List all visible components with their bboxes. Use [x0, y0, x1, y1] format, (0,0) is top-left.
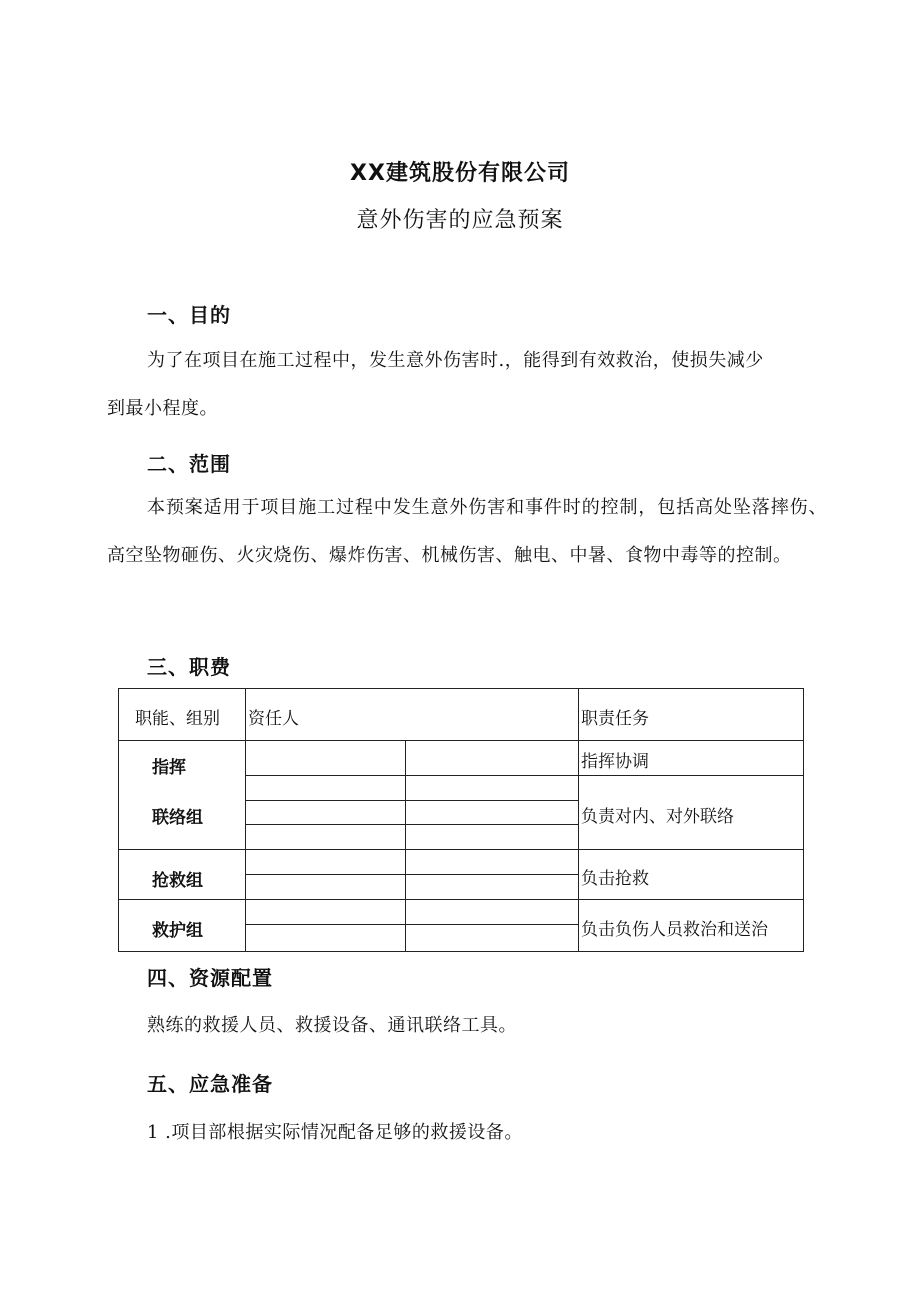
row-group-liaison: 联络组 — [152, 808, 203, 828]
header-task: 职责任务 — [581, 709, 649, 729]
section-preparation-item1: 1 .项目部根据实际情况配备足够的救援设备。 — [147, 1122, 523, 1143]
header-function: 职能、组别 — [135, 709, 220, 729]
section-purpose-line2: 到最小程度。 — [107, 398, 218, 419]
table-border-top — [118, 688, 804, 689]
table-border-bottom — [118, 951, 804, 952]
table-subrow-line — [245, 874, 579, 875]
table-subrow-line — [245, 924, 579, 925]
table-row-line — [118, 740, 804, 741]
table-row-line — [245, 775, 804, 776]
section-purpose-heading: 一、目的 — [147, 303, 231, 327]
section-preparation-heading: 五、应急准备 — [147, 1072, 273, 1096]
section-scope-text: 本预案适用于项目施工过程中发生意外伤害和事件时的控制，包括高处坠落摔伤、高空坠物砸伤、火灾烧伤、爆炸伤害、机械伤害、触电、中暑、食物中毒等的控制。 — [107, 497, 827, 566]
row-task-liaison: 负责对内、对外联络 — [581, 807, 734, 827]
table-col-line — [245, 688, 246, 952]
section-purpose-line1: 为了在项目在施工过程中，发生意外伤害时.，能得到有效救治，使损失减少 — [147, 350, 764, 371]
row-task-firstaid: 负击负伤人员救治和送治 — [581, 920, 768, 940]
document-subtitle: 意外伤害的应急预案 — [356, 208, 564, 233]
row-group-command: 指挥 — [152, 758, 186, 778]
row-task-rescue: 负击抢救 — [581, 869, 649, 889]
row-group-rescue: 抢救组 — [152, 871, 203, 891]
table-col-line — [578, 688, 579, 952]
section-resources-text: 熟练的救援人员、救援设备、通讯联络工具。 — [147, 1015, 517, 1036]
section-scope-heading: 二、范围 — [147, 452, 231, 476]
table-subrow-line — [245, 800, 579, 801]
table-row-line — [118, 899, 804, 900]
table-row-line — [118, 849, 804, 850]
section-resources-heading: 四、资源配置 — [147, 966, 273, 990]
row-task-command: 指挥协调 — [581, 752, 649, 772]
table-col-line — [405, 740, 406, 952]
company-title: XX建筑股份有限公司 — [350, 161, 570, 186]
section-duties-heading: 三、职费 — [147, 655, 231, 679]
table-subrow-line — [245, 824, 579, 825]
row-group-firstaid: 救护组 — [152, 921, 203, 941]
table-border-left — [118, 688, 119, 952]
header-person: 资任人 — [248, 709, 299, 729]
table-border-right — [803, 688, 804, 952]
